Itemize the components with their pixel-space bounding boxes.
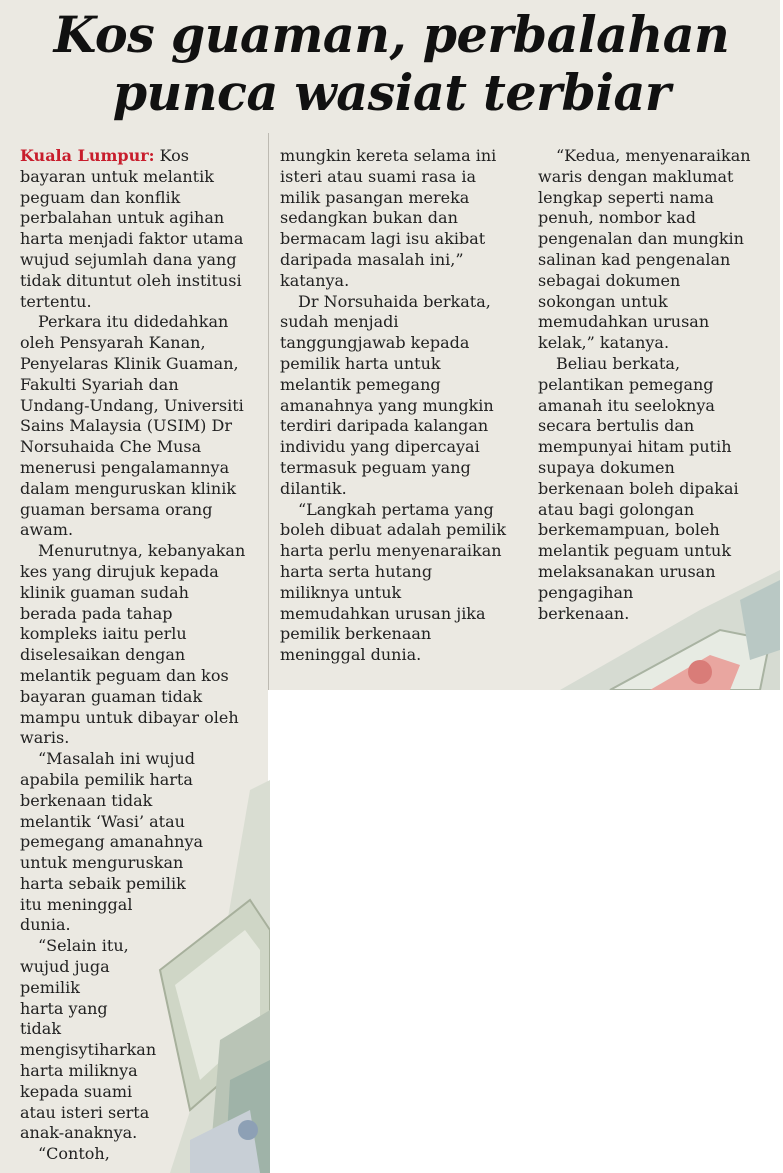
article-column-3 (538, 146, 773, 624)
text-line: peguam dan konflik (20, 187, 181, 207)
text-line: harta perlu menyenaraikan (280, 541, 502, 561)
text-line: mungkin kereta selama ini (280, 146, 497, 165)
text-line: katanya. (280, 270, 350, 290)
text-line: anak-anaknya. (20, 1123, 138, 1143)
text-line: tidak dituntut oleh institusi (20, 270, 242, 290)
text-line: tertentu. (20, 291, 92, 311)
text-line: “Selain itu, (38, 936, 129, 956)
text-line: penuh, nombor kad (538, 208, 696, 228)
text-line: salinan kad pengenalan (538, 249, 731, 269)
headline (0, 6, 783, 122)
text-line: sokongan untuk (538, 291, 668, 311)
text-line: perbalahan untuk agihan (20, 208, 225, 228)
text-line: Fakulti Syariah dan (20, 374, 179, 394)
text-line: pelantikan pemegang (538, 374, 714, 394)
text-line: kelak,” katanya. (538, 333, 670, 353)
text-line: secara bertulis dan (538, 416, 695, 436)
text-line: dunia. (20, 915, 71, 935)
text-line: memudahkan urusan (538, 312, 710, 332)
text-line: pemegang amanahnya (20, 832, 204, 852)
text-line: apabila pemilik harta (20, 769, 193, 789)
text-line: mampu untuk dibayar oleh (20, 707, 239, 727)
dateline: Kuala Lumpur: (20, 146, 155, 165)
text-line: meninggal dunia. (280, 645, 422, 665)
text-line: lengkap seperti nama (538, 187, 714, 207)
text-line: pemilik (20, 977, 80, 997)
headline-line-1: Kos guaman, perbalahan (53, 6, 730, 64)
text-line: Dr Norsuhaida berkata, (298, 291, 491, 311)
text-line: bermacam lagi isu akibat (280, 229, 486, 249)
text-line: pengenalan dan mungkin (538, 229, 744, 249)
text-line: bayaran guaman tidak (20, 686, 203, 706)
text-line: pemilik harta untuk (280, 353, 441, 373)
text-line: wujud sejumlah dana yang (20, 249, 237, 269)
text-line-0: Kos (159, 146, 190, 165)
text-line: daripada masalah ini,” (280, 249, 464, 269)
text-line: klinik guaman sudah (20, 582, 189, 602)
text-line: “Langkah pertama yang (298, 499, 494, 519)
text-line: awam. (20, 520, 74, 540)
text-line: harta sebaik pemilik (20, 873, 186, 893)
text-line: berada pada tahap (20, 603, 173, 623)
text-line: memudahkan urusan jika (280, 603, 486, 623)
article-column-2 (280, 146, 530, 666)
text-line: kompleks iaitu perlu (20, 624, 187, 644)
text-line: tidak (20, 1019, 62, 1039)
text-line: menerusi pengalamannya (20, 457, 230, 477)
text-line: harta miliknya (20, 1061, 138, 1081)
text-line: mempunyai hitam putih (538, 437, 732, 457)
text-line: berkemampuan, boleh (538, 520, 720, 540)
text-line: amanah itu seeloknya (538, 395, 715, 415)
text-line: berkenaan. (538, 603, 630, 623)
text-line: kes yang dirujuk kepada (20, 561, 219, 581)
text-line (20, 146, 260, 167)
column-divider (268, 133, 269, 690)
text-line: mengisytiharkan (20, 1040, 157, 1060)
article-column-1 (20, 146, 260, 1165)
text-line: sedangkan bukan dan (280, 208, 458, 228)
text-line: harta serta hutang (280, 561, 433, 581)
text-line: termasuk peguam yang (280, 457, 471, 477)
text-line: Beliau berkata, (556, 353, 681, 373)
text-line: harta yang (20, 998, 108, 1018)
text-line: dalam menguruskan klinik (20, 478, 237, 498)
text-line: berkenaan tidak (20, 790, 153, 810)
text-line: waris dengan maklumat (538, 166, 734, 186)
text-line: itu meninggal (20, 894, 133, 914)
text-line: boleh dibuat adalah pemilik (280, 520, 507, 540)
text-line: Norsuhaida Che Musa (20, 437, 202, 457)
text-line: melantik peguam untuk (538, 541, 732, 561)
text-line: melantik ‘Wasi’ atau (20, 811, 185, 831)
text-line: kepada suami (20, 1081, 133, 1101)
text-line: sudah menjadi (280, 312, 399, 332)
text-line: “Masalah ini wujud (38, 749, 196, 769)
text-line: Menurutnya, kebanyakan (38, 541, 246, 561)
text-line: dilantik. (280, 478, 347, 498)
text-line: melantik peguam dan kos (20, 665, 229, 685)
text-line: atau isteri serta (20, 1102, 150, 1122)
text-line: “Kedua, menyenaraikan (556, 146, 751, 165)
text-line: atau bagi golongan (538, 499, 695, 519)
text-line: melantik pemegang (280, 374, 441, 394)
text-line: waris. (20, 728, 70, 748)
text-line: tanggungjawab kepada (280, 333, 470, 353)
text-line: untuk menguruskan (20, 853, 184, 873)
text-line: isteri atau suami rasa ia (280, 166, 477, 186)
text-line: harta menjadi faktor utama (20, 229, 244, 249)
text-line: pengagihan (538, 582, 634, 602)
text-line: pemilik berkenaan (280, 624, 432, 644)
text-line: berkenaan boleh dipakai (538, 478, 739, 498)
text-line: diselesaikan dengan (20, 645, 186, 665)
text-line: Sains Malaysia (USIM) Dr (20, 416, 232, 436)
text-line: miliknya untuk (280, 582, 402, 602)
headline-line-2: punca wasiat terbiar (112, 64, 671, 122)
text-line: “Contoh, (38, 1144, 110, 1164)
text-line: milik pasangan mereka (280, 187, 470, 207)
text-line: terdiri daripada kalangan (280, 416, 489, 436)
text-line: supaya dokumen (538, 457, 675, 477)
text-line: oleh Pensyarah Kanan, (20, 333, 206, 353)
text-line: bayaran untuk melantik (20, 166, 214, 186)
text-line: amanahnya yang mungkin (280, 395, 494, 415)
text-line: guaman bersama orang (20, 499, 213, 519)
text-line: sebagai dokumen (538, 270, 681, 290)
text-line: Undang-Undang, Universiti (20, 395, 244, 415)
text-line: individu yang dipercayai (280, 437, 480, 457)
text-line: wujud juga (20, 957, 110, 977)
text-line: Penyelaras Klinik Guaman, (20, 353, 239, 373)
text-line: melaksanakan urusan (538, 561, 716, 581)
text-line: Perkara itu didedahkan (38, 312, 229, 332)
